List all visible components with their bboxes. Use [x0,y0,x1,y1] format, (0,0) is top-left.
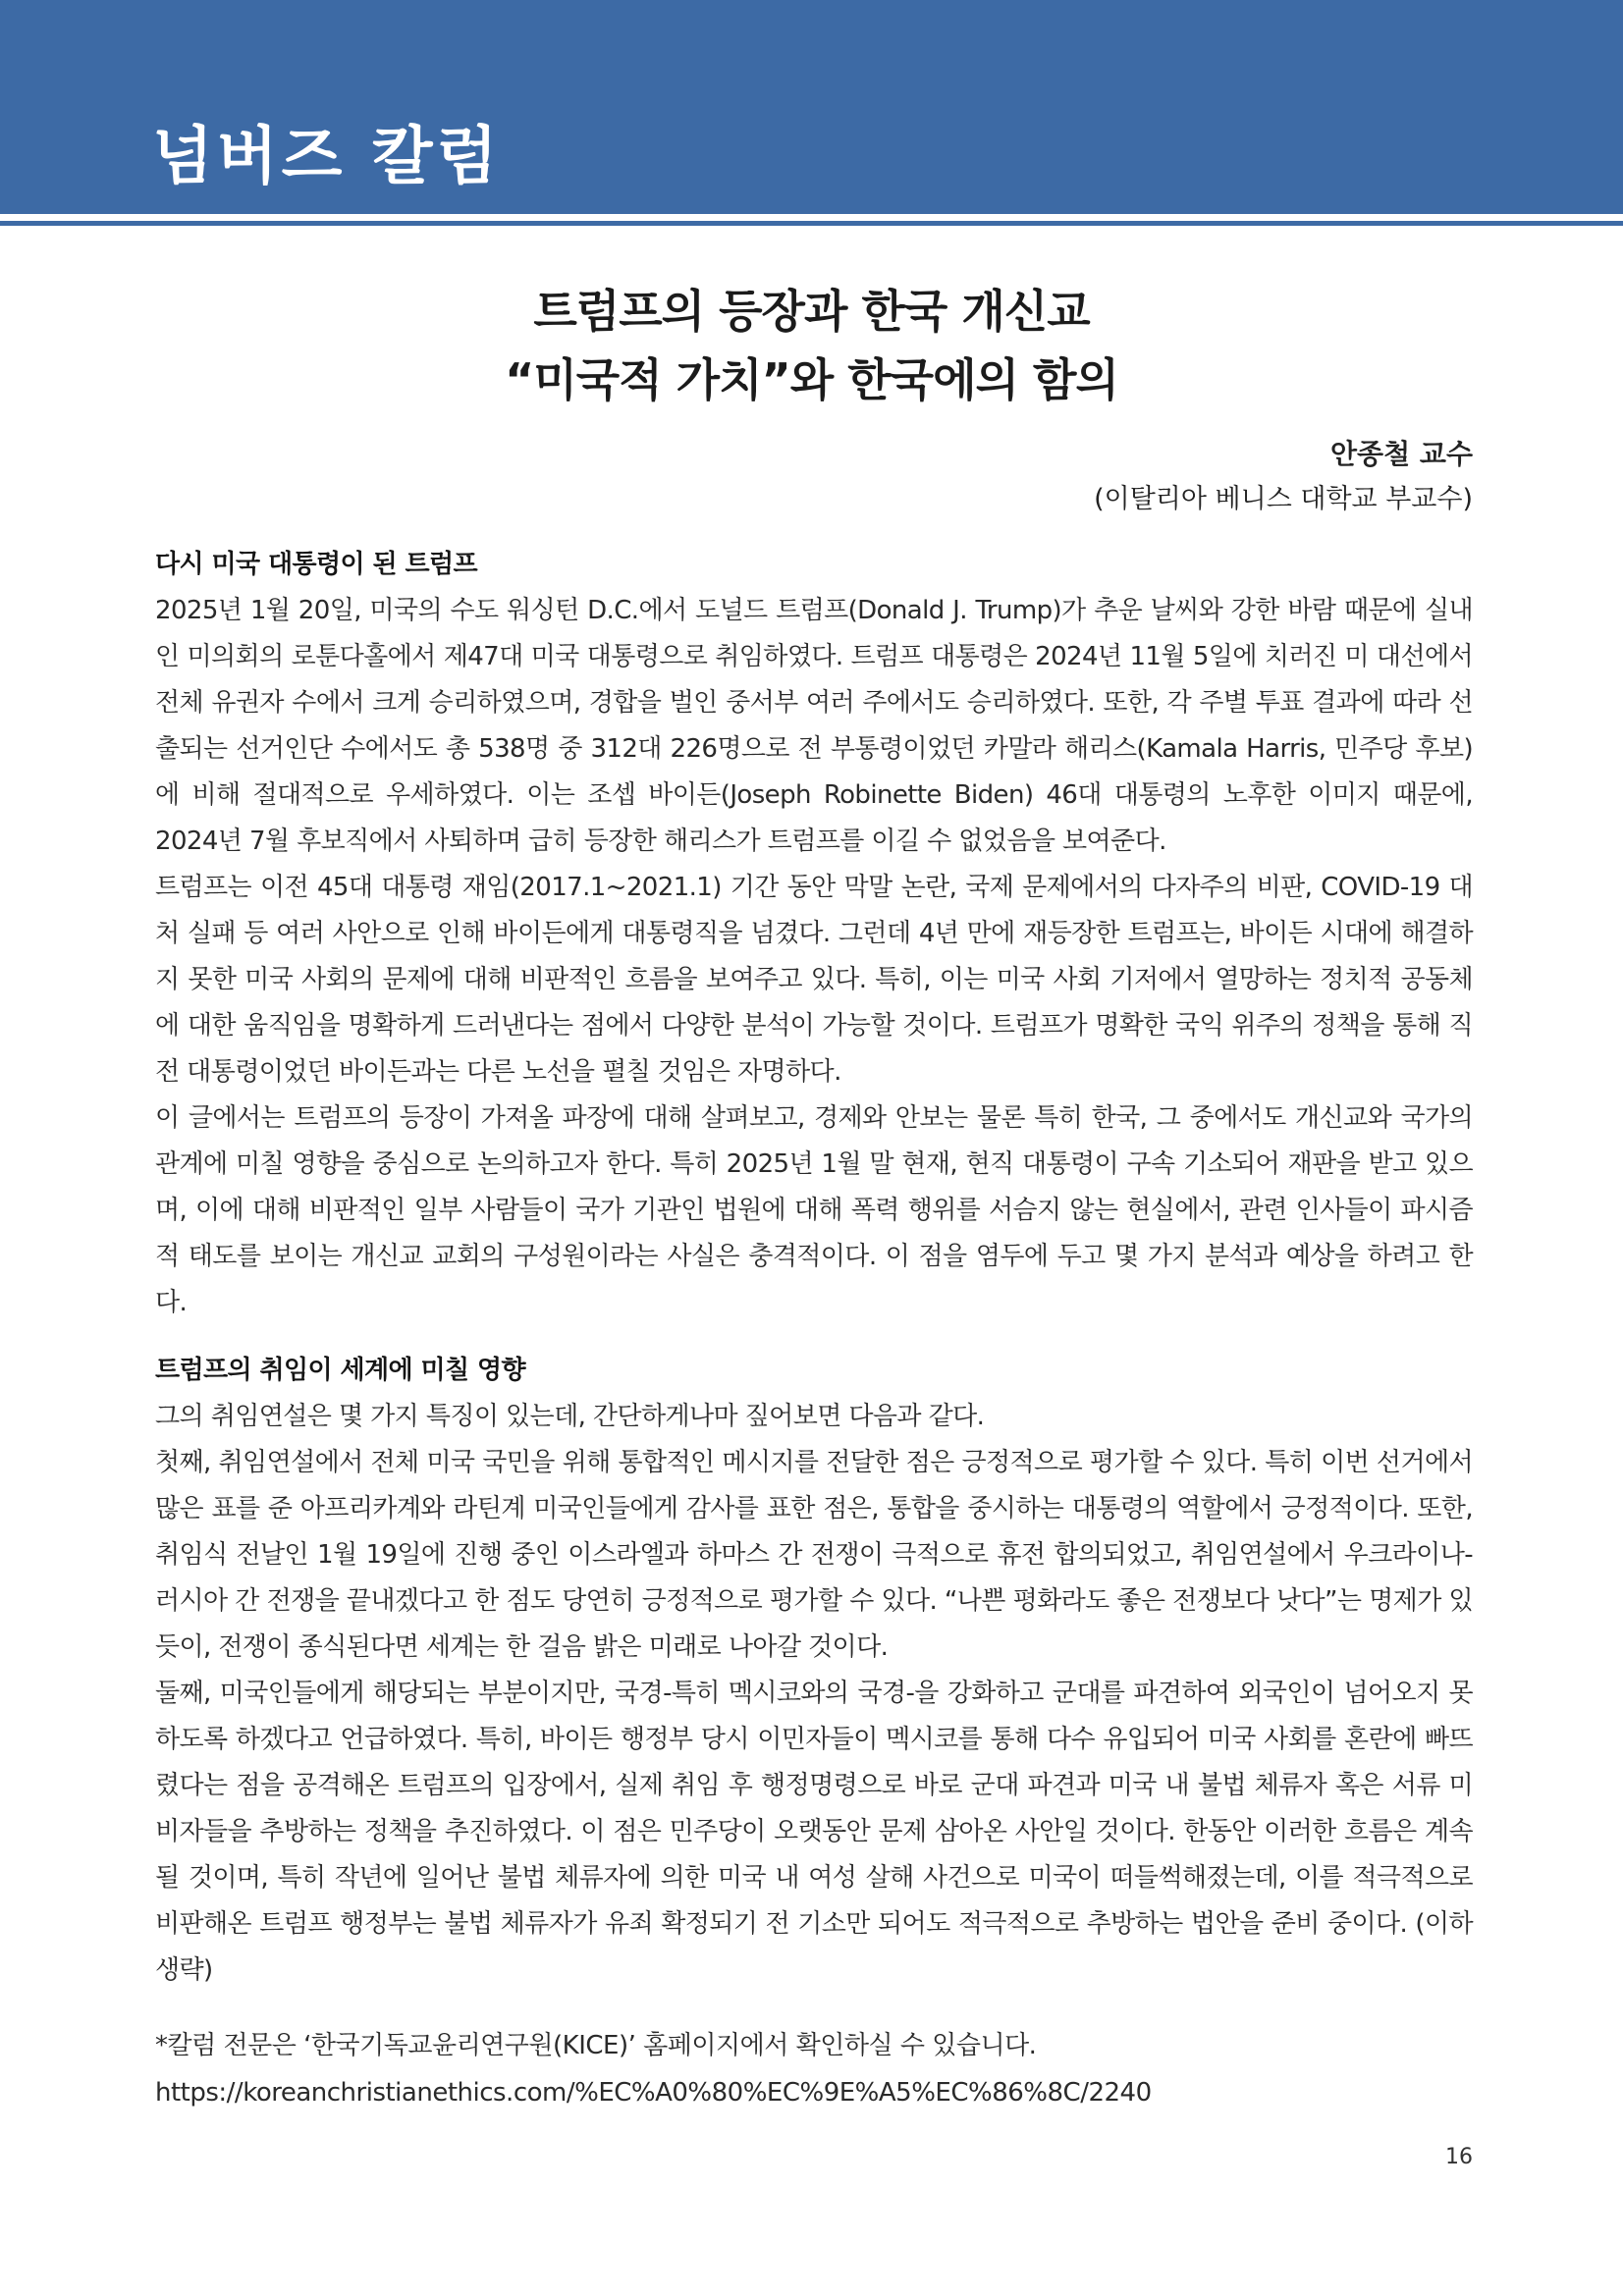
article-title-line-1: 트럼프의 등장과 한국 개신교 [533,285,1090,338]
page-number: 16 [1445,2145,1473,2169]
footnote-text: *칼럼 전문은 ‘한국기독교윤리연구원(KICE)’ 홈페이지에서 확인하실 수 있습니다. [155,2031,1037,2060]
paragraph: 둘째, 미국인들에게 해당되는 부분이지만, 국경-특히 멕시코와의 국경-을 강화하고 군대를 파견하여 외국인이 넘어오지 못하도록 하겠다고 언급하였다. 특히, 바이든 행정부 당시 이민자들이 멕시코를 통해 다수 유입되어 미국 사회를 혼란에 빠뜨렸다는 점을 공격해온 트럼프의 입장에서, 실제 취임 후 행정명령으로 바로 군대 파견과 미국 내 불법 체류자 혹은 서류 미비자들을 추방하는 정책을 추진하였다. 이 점은 민주당이 오랫동안 문제 삼아온 사안일 것이다. 한동안 이러한 흐름은 계속될 것이며, 특히 작년에 일어난 불법 체류자에 의한 미국 내 여성 살해 사건으로 미국이 떠들썩해졌는데, 이를 적극적으로 비판해온 트럼프 행정부는 불법 체류자가 유죄 확정되기 전 기소만 되어도 적극적으로 추방하는 법안을 준비 중이다. (이하 생략) [155,1679,1473,1985]
section-heading: 트럼프의 취임이 세계에 미칠 영향 [155,1356,526,1385]
article-title-line-2: “미국적 가치”와 한국에의 함의 [505,353,1118,406]
footnote [155,2022,1473,2116]
paragraph: 2025년 1월 20일, 미국의 수도 워싱턴 D.C.에서 도널드 트럼프(Donald J. Trump)가 추운 날씨와 강한 바람 때문에 실내인 미의회의 로툰다홀에서 제47대 미국 대통령으로 취임하였다. 트럼프 대통령은 2024년 11월 5일에 치러진 미 대선에서 전체 유권자 수에서 크게 승리하였으며, 경합을 벌인 중서부 여러 주에서도 승리하였다. 또한, 각 주별 투표 결과에 따라 선출되는 선거인단 수에서도 총 538명 중 312대 226명으로 전 부통령이었던 카말라 해리스(Kamala Harris, 민주당 후보)에 비해 절대적으로 우세하였다. 이는 조셉 바이든(Joseph Robinette Biden) 46대 대통령의 노후한 이미지 때문에, 2024년 7월 후보직에서 사퇴하며 급히 등장한 해리스가 트럼프를 이길 수 없었음을 보여준다. [155,596,1473,856]
author-block [1094,432,1473,522]
author-affiliation: (이탈리아 베니스 대학교 부교수) [1094,484,1473,514]
paragraph: 이 글에서는 트럼프의 등장이 가져올 파장에 대해 살펴보고, 경제와 안보는 물론 특히 한국, 그 중에서도 개신교와 국가의 관계에 미칠 영향을 중심으로 논의하고자 한다. 특히 2025년 1월 말 현재, 현직 대통령이 구속 기소되어 재판을 받고 있으며, 이에 대해 비판적인 일부 사람들이 국가 기관인 법원에 대해 폭력 행위를 서슴지 않는 현실에서, 관련 인사들이 파시즘적 태도를 보이는 개신교 교회의 구성원이라는 사실은 충격적이다. 이 점을 염두에 두고 몇 가지 분석과 예상을 하려고 한다. [155,1103,1473,1317]
paragraph: 트럼프는 이전 45대 대통령 재임(2017.1~2021.1) 기간 동안 막말 논란, 국제 문제에서의 다자주의 비판, COVID-19 대처 실패 등 여러 사안으로 인해 바이든에게 대통령직을 넘겼다. 그런데 4년 만에 재등장한 트럼프는, 바이든 시대에 해결하지 못한 미국 사회의 문제에 대해 비판적인 흐름을 보여주고 있다. 특히, 이는 미국 사회 기저에서 열망하는 정치적 공동체에 대한 움직임을 명확하게 드러낸다는 점에서 다양한 분석이 가능할 것이다. 트럼프가 명확한 국익 위주의 정책을 통해 직전 대통령이었던 바이든과는 다른 노선을 펼칠 것임은 자명하다. [155,873,1473,1087]
section-heading: 다시 미국 대통령이 된 트럼프 [155,550,477,579]
header-divider [0,221,1623,226]
header-banner [0,0,1623,214]
article-body [155,542,1473,1994]
footnote-link[interactable]: https://koreanchristianethics.com/%EC%A0%80%EC%9E%A5%EC%86%8C/2240 [155,2078,1152,2108]
author-name: 안종철 교수 [1330,438,1473,470]
article-title [0,277,1623,414]
section-title: 넘버즈 칼럼 [152,121,502,193]
paragraph: 그의 취임연설은 몇 가지 특징이 있는데, 간단하게나마 짚어보면 다음과 같다. [155,1402,985,1431]
section-spacer [155,1326,1473,1348]
paragraph: 첫째, 취임연설에서 전체 미국 국민을 위해 통합적인 메시지를 전달한 점은 긍정적으로 평가할 수 있다. 특히 이번 선거에서 많은 표를 준 아프리카계와 라틴계 미국인들에게 감사를 표한 점은, 통합을 중시하는 대통령의 역할에서 긍정적이다. 또한, 취임식 전날인 1월 19일에 진행 중인 이스라엘과 하마스 간 전쟁이 극적으로 휴전 합의되었고, 취임연설에서 우크라이나-러시아 간 전쟁을 끝내겠다고 한 점도 당연히 긍정적으로 평가할 수 있다. “나쁜 평화라도 좋은 전쟁보다 낫다”는 명제가 있듯이, 전쟁이 종식된다면 세계는 한 걸음 밝은 미래로 나아갈 것이다. [155,1448,1473,1662]
